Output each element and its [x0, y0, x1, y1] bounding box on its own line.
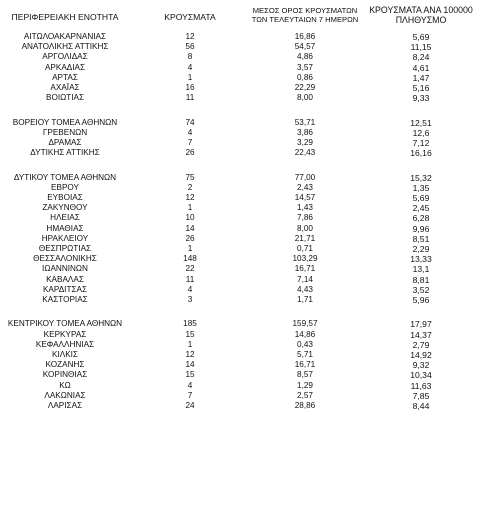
cell-per100k: 3,52 [412, 284, 430, 295]
cell-per100k: 14,92 [410, 349, 432, 360]
table-row [0, 93, 480, 103]
cell-region: ΖΑΚΥΝΘΟΥ [42, 203, 88, 213]
header-per100k [362, 6, 480, 26]
table-row [0, 381, 480, 391]
cell-avg: 77,00 [294, 172, 316, 182]
cell-region: ΚΟΡΙΝΘΙΑΣ [42, 370, 88, 380]
table-row [0, 138, 480, 148]
cell-cases: 16 [185, 82, 195, 92]
cell-avg: 8,00 [297, 93, 313, 103]
cell-cases: 1 [187, 339, 193, 349]
cell-avg: 8,57 [297, 370, 313, 380]
cell-avg: 22,43 [294, 148, 316, 158]
cell-cases: 4 [187, 380, 193, 390]
cell-cases: 24 [185, 400, 195, 410]
cell-region: ΑΡΓΟΛΙΔΑΣ [42, 52, 88, 62]
cell-avg: 5,71 [297, 349, 313, 359]
cell-cases: 4 [187, 127, 193, 137]
cell-cases: 75 [185, 172, 195, 182]
cell-region: ΔΥΤΙΚΟΥ ΤΟΜΕΑ ΑΘΗΝΩΝ [13, 172, 117, 182]
cell-cases: 1 [187, 203, 193, 213]
cell-cases: 11 [185, 93, 195, 103]
cell-per100k: 6,28 [412, 213, 430, 224]
group-spacer [0, 158, 480, 172]
cell-per100k: 15,32 [410, 172, 432, 183]
cell-avg: 1,43 [297, 203, 313, 213]
cell-per100k: 12,51 [410, 117, 432, 128]
table-row [0, 118, 480, 128]
cell-cases: 15 [185, 329, 195, 339]
cell-region: ΑΙΤΩΛΟΑΚΑΡΝΑΝΙΑΣ [23, 32, 107, 41]
cell-region: ΗΡΑΚΛΕΙΟΥ [41, 233, 89, 243]
group-spacer [0, 103, 480, 117]
cell-region: ΑΝΑΤΟΛΙΚΗΣ ΑΤΤΙΚΗΣ [21, 42, 109, 52]
cell-cases: 14 [185, 223, 195, 233]
cell-avg: 16,71 [294, 360, 316, 370]
cell-region: ΔΡΑΜΑΣ [48, 137, 82, 147]
cell-avg: 8,00 [297, 223, 313, 233]
cell-region: ΚΕΦΑΛΛΗΝΙΑΣ [35, 339, 95, 349]
cell-avg: 54,57 [294, 42, 316, 52]
table-row [0, 391, 480, 401]
cell-avg: 103,29 [292, 254, 318, 264]
cell-cases: 185 [183, 319, 197, 329]
cell-region: ΔΥΤΙΚΗΣ ΑΤΤΙΚΗΣ [30, 148, 100, 158]
header-avg [248, 6, 362, 24]
cell-per100k: 13,1 [412, 264, 430, 275]
cell-per100k: 4,61 [412, 62, 430, 73]
table-row [0, 285, 480, 295]
cell-region: ΒΟΡΕΙΟΥ ΤΟΜΕΑ ΑΘΗΝΩΝ [12, 117, 118, 127]
cell-avg: 0,86 [297, 72, 313, 82]
cell-avg: 2,43 [297, 182, 313, 192]
group-spacer [0, 305, 480, 319]
table-row [0, 275, 480, 285]
cell-cases: 7 [187, 137, 193, 147]
table-row [0, 360, 480, 370]
cell-per100k: 13,33 [410, 254, 432, 265]
cell-avg: 1,71 [297, 294, 313, 304]
cell-region: ΑΡΚΑΔΙΑΣ [44, 62, 86, 72]
cell-cases: 7 [187, 390, 193, 400]
table-row [0, 234, 480, 244]
table-row [0, 63, 480, 73]
cell-avg: 0,43 [297, 339, 313, 349]
cell-avg: 14,86 [294, 329, 316, 339]
cell-region: ΚΑΣΤΟΡΙΑΣ [42, 294, 88, 304]
cell-region: ΕΥΒΟΙΑΣ [47, 193, 83, 203]
cell-region: ΓΡΕΒΕΝΩΝ [42, 127, 88, 137]
cell-cases: 2 [187, 182, 193, 192]
table-row [0, 350, 480, 360]
cell-per100k: 5,69 [412, 32, 430, 42]
cell-per100k: 16,16 [410, 148, 432, 159]
header-per100k-line2: ΠΛΗΘΥΣΜΟ [395, 14, 447, 25]
cell-avg: 3,57 [297, 62, 313, 72]
cell-cases: 26 [185, 233, 195, 243]
cell-cases: 11 [185, 274, 195, 284]
cell-per100k: 8,44 [412, 400, 430, 411]
cell-avg: 159,57 [292, 319, 318, 329]
table-row [0, 319, 480, 329]
cell-per100k: 11,15 [410, 42, 432, 53]
cell-cases: 3 [187, 294, 193, 304]
cell-cases: 56 [185, 42, 195, 52]
cell-region: ΗΜΑΘΙΑΣ [46, 223, 84, 233]
cell-cases: 14 [185, 360, 195, 370]
cell-per100k: 2,79 [412, 339, 430, 350]
cell-per100k: 10,34 [410, 370, 432, 381]
cell-region: ΙΩΑΝΝΙΝΩΝ [42, 264, 88, 274]
cell-per100k: 5,16 [412, 82, 430, 93]
header-avg-line2: ΤΩΝ ΤΕΛΕΥΤΑΙΩΝ 7 ΗΜΕΡΩΝ [251, 15, 359, 24]
cell-per100k: 2,45 [412, 203, 430, 214]
cell-region: ΗΛΕΙΑΣ [50, 213, 80, 223]
table-row [0, 73, 480, 83]
header-per100k-line1: ΚΡΟΥΣΜΑΤΑ ΑΝΑ 100000 [369, 5, 473, 15]
cell-region: ΛΑΚΩΝΙΑΣ [44, 390, 86, 400]
table-row [0, 340, 480, 350]
header-region: ΠΕΡΙΦΕΡΕΙΑΚΗ ΕΝΟΤΗΤΑ [11, 12, 119, 22]
cell-region: ΚΑΡΔΙΤΣΑΣ [42, 284, 88, 294]
cell-per100k: 2,29 [412, 243, 430, 254]
cell-region: ΒΟΙΩΤΙΑΣ [45, 93, 85, 103]
cell-avg: 2,57 [297, 390, 313, 400]
table-row [0, 244, 480, 254]
table-row [0, 32, 480, 42]
table-body [0, 32, 480, 411]
cell-region: ΚΙΛΚΙΣ [51, 349, 78, 359]
table-header [0, 0, 480, 24]
table-row [0, 254, 480, 264]
cell-region: ΑΡΤΑΣ [52, 72, 78, 82]
table-row [0, 128, 480, 138]
cell-avg: 28,86 [294, 400, 316, 410]
cell-per100k: 8,24 [412, 52, 430, 63]
cell-avg: 7,86 [297, 213, 313, 223]
cell-cases: 8 [187, 52, 193, 62]
cell-per100k: 5,96 [412, 294, 430, 305]
cell-avg: 7,14 [297, 274, 313, 284]
table-row [0, 203, 480, 213]
cell-per100k: 1,47 [412, 72, 430, 83]
cell-region: ΕΒΡΟΥ [51, 182, 79, 192]
cell-cases: 12 [185, 349, 195, 359]
cell-cases: 15 [185, 370, 195, 380]
cell-per100k: 14,37 [410, 329, 432, 340]
header-avg-line1: ΜΕΣΟΣ ΟΡΟΣ ΚΡΟΥΣΜΑΤΩΝ [252, 6, 358, 15]
table-row [0, 83, 480, 93]
cell-avg: 3,86 [297, 127, 313, 137]
cell-avg: 16,71 [294, 264, 316, 274]
table-row [0, 193, 480, 203]
cell-avg: 1,29 [297, 380, 313, 390]
cell-cases: 10 [185, 213, 195, 223]
table-row [0, 148, 480, 158]
cell-region: ΑΧΑΪΑΣ [50, 82, 80, 92]
table-row [0, 401, 480, 411]
header-cases: ΚΡΟΥΣΜΑΤΑ [164, 12, 216, 22]
table-row [0, 52, 480, 62]
table-row [0, 213, 480, 223]
cell-avg: 3,29 [297, 137, 313, 147]
cell-avg: 22,29 [294, 82, 316, 92]
table-row [0, 173, 480, 183]
cell-cases: 1 [187, 72, 193, 82]
cell-cases: 4 [187, 62, 193, 72]
cell-cases: 12 [185, 32, 195, 41]
cell-per100k: 5,69 [412, 193, 430, 204]
table-row [0, 224, 480, 234]
cell-region: ΚΩ [59, 380, 71, 390]
cell-avg: 14,57 [294, 193, 316, 203]
table-row [0, 264, 480, 274]
cell-region: ΚΕΡΚΥΡΑΣ [43, 329, 87, 339]
table-row [0, 42, 480, 52]
cell-per100k: 17,97 [410, 319, 432, 330]
cell-per100k: 8,81 [412, 274, 430, 285]
cell-per100k: 7,12 [412, 137, 430, 148]
cell-cases: 26 [185, 148, 195, 158]
cell-per100k: 7,85 [412, 390, 430, 401]
cell-region: ΛΑΡΙΣΑΣ [47, 400, 83, 410]
cell-region: ΚΕΝΤΡΙΚΟΥ ΤΟΜΕΑ ΑΘΗΝΩΝ [7, 319, 123, 329]
cell-per100k: 12,6 [412, 127, 430, 138]
cell-region: ΘΕΣΠΡΩΤΙΑΣ [38, 243, 92, 253]
cell-per100k: 11,63 [410, 380, 432, 391]
cell-per100k: 8,51 [412, 233, 430, 244]
table-row [0, 330, 480, 340]
cell-avg: 21,71 [294, 233, 316, 243]
cell-per100k: 9,96 [412, 223, 430, 234]
cell-avg: 4,86 [297, 52, 313, 62]
cell-avg: 4,43 [297, 284, 313, 294]
cell-per100k: 9,33 [412, 93, 430, 104]
cell-per100k: 9,32 [412, 360, 430, 371]
cell-cases: 12 [185, 193, 195, 203]
table-row [0, 295, 480, 305]
cell-avg: 16,86 [294, 32, 316, 41]
cell-cases: 4 [187, 284, 193, 294]
cell-per100k: 1,35 [412, 182, 430, 193]
cell-avg: 53,71 [294, 117, 316, 127]
cell-avg: 0,71 [297, 243, 313, 253]
cell-cases: 148 [183, 254, 197, 264]
cell-cases: 74 [185, 117, 195, 127]
cell-cases: 22 [185, 264, 195, 274]
table-row [0, 183, 480, 193]
cell-region: ΘΕΣΣΑΛΟΝΙΚΗΣ [33, 254, 97, 264]
cell-region: ΚΟΖΑΝΗΣ [45, 360, 85, 370]
cell-cases: 1 [187, 243, 193, 253]
table-row [0, 370, 480, 380]
cell-region: ΚΑΒΑΛΑΣ [46, 274, 84, 284]
